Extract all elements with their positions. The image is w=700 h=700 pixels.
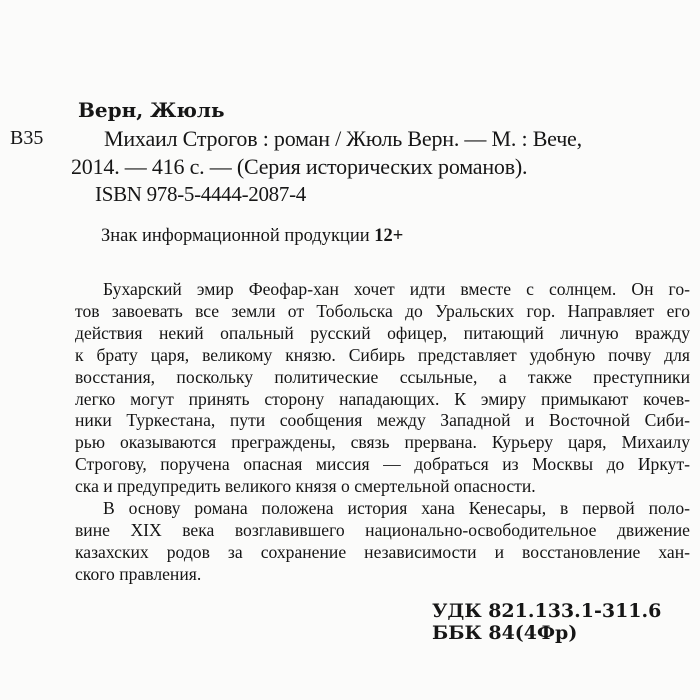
annotation-line: В основу романа положена история хана Кенесары, в первой поло- [103,498,690,519]
annotation-line: Строгову, поручена опасная миссия — добраться из Москвы до Иркут- [75,454,690,475]
isbn: ISBN 978-5-4444-2087-4 [95,182,306,206]
annotation-line: вине XIX века возглавившего национально-освободительное движение [75,519,690,540]
annotation-line: тов завоевать все земли от Тобольска до Уральских гор. Направляет его [75,300,690,321]
annotation-line: Бухарский эмир Феофар-хан хочет идти вместе с солнцем. Он го- [103,279,690,299]
bbk-code: ББК 84(4Фр) [432,622,578,644]
annotation-line: ска и предупредить великого князя о смертельной опасности. [75,476,536,497]
age-rating [101,226,403,247]
udk-code: УДК 821.133.1-311.6 [432,600,662,622]
annotation-line: ники Туркестана, пути сообщения между Западной и Восточной Сиби- [75,410,690,431]
annotation-line: ского правления. [75,563,202,584]
bibliographic-line-1: Михаил Строгов : роман / Жюль Верн. — М. : Вече, [104,126,582,151]
bibliographic-line-2: 2014. — 416 с. — (Серия исторических романов). [71,154,528,179]
annotation [75,279,690,586]
author-sign: В35 [10,127,44,149]
age-rating-label: Знак информационной продукции [101,226,370,246]
author-heading: Верн, Жюль [78,98,225,122]
annotation-line: рью оказываются преграждены, связь прервана. Курьеру царя, Михаилу [75,432,690,453]
annotation-line: восстания, поскольку политические ссыльные, а также преступники [75,366,690,387]
age-rating-value: 12+ [374,226,404,246]
annotation-line: действия некий опальный русский офицер, питающий личную вражду [75,322,690,343]
annotation-line: казахских родов за сохранение независимости и восстановление хан- [75,541,690,562]
annotation-line: к брату царя, великому князю. Сибирь представляет удобную почву для [75,344,690,365]
annotation-line: легко могут принять сторону нападающих. К эмиру примыкают кочев- [75,388,690,409]
